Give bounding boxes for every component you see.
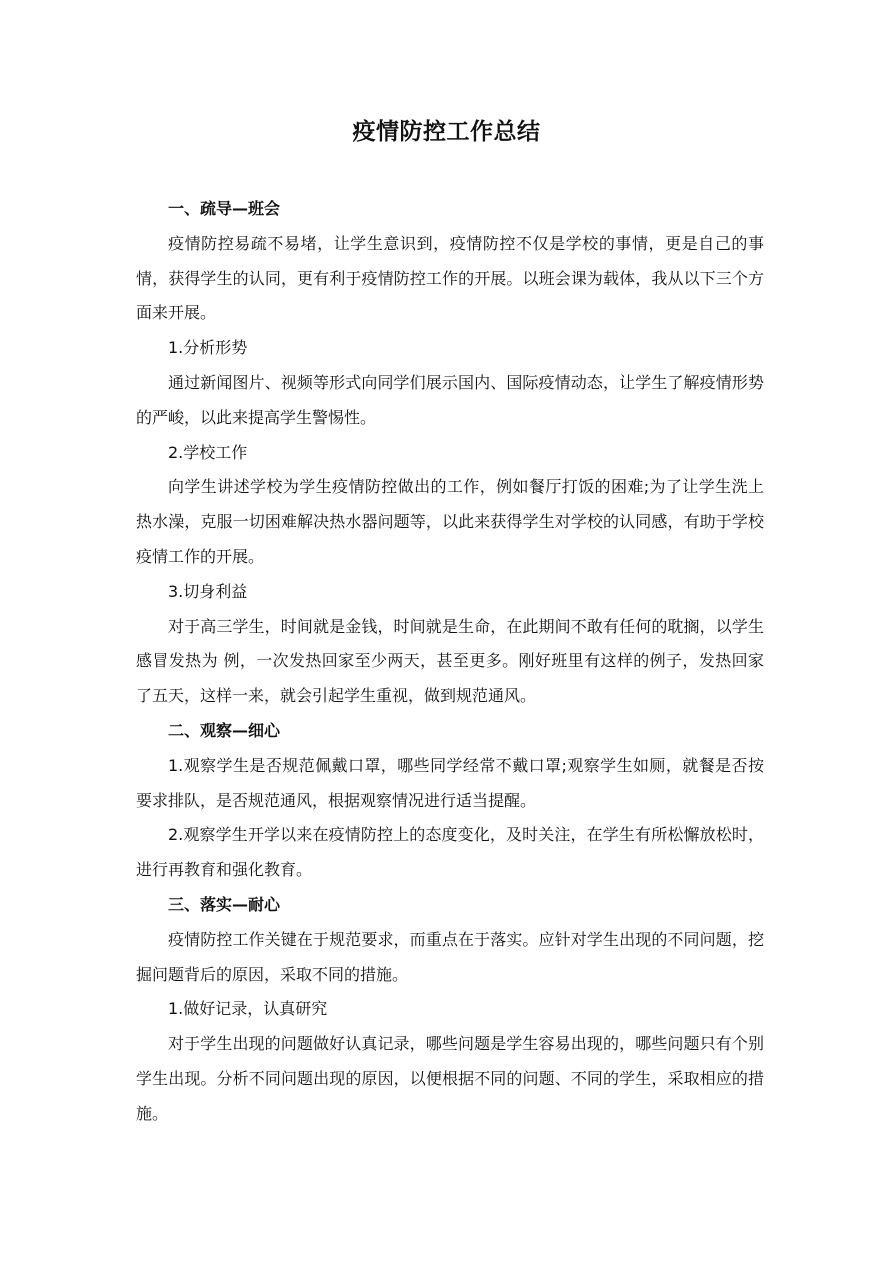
paragraph: 对于学生出现的问题做好认真记录，哪些问题是学生容易出现的，哪些问题只有个别学生出现。分析不同问题出现的原因，以便根据不同的问题、不同的学生，采取相应的措施。	[136, 1034, 764, 1123]
paragraph: 疫情防控易疏不易堵，让学生意识到，疫情防控不仅是学校的事情，更是自己的事情，获得学生的认同，更有利于疫情防控工作的开展。以班会课为载体，我从以下三个方面来开展。	[136, 233, 764, 323]
section-heading: 三、落实—耐心	[168, 894, 281, 914]
paragraph: 1.观察学生是否规范佩戴口罩，哪些同学经常不戴口罩;观察学生如厕，就餐是否按要求排队，是否规范通风，根据观察情况进行适当提醒。	[136, 755, 764, 810]
paragraph: 通过新闻图片、视频等形式向同学们展示国内、国际疫情动态，让学生了解疫情形势的严峻，以此来提高学生警惕性。	[136, 372, 764, 427]
document-body	[136, 192, 764, 1132]
section-heading: 二、观察—细心	[168, 720, 281, 740]
paragraph: 对于高三学生，时间就是金钱，时间就是生命，在此期间不敢有任何的耽搁，以学生感冒发热为 例，一次发热回家至少两天，甚至更多。刚好班里有这样的例子，发热回家了五天，这样一来，就会引起学生重视，做到规范通风。	[136, 616, 764, 706]
subheading: 2.学校工作	[168, 442, 248, 462]
section-heading: 一、疏导—班会	[168, 199, 281, 218]
document-title: 疫情防控工作总结	[352, 119, 541, 145]
subheading: 1.做好记录，认真研究	[168, 999, 328, 1019]
subheading: 3.切身利益	[168, 581, 248, 601]
paragraph: 2.观察学生开学以来在疫情防控上的态度变化，及时关注，在学生有所松懈放松时，进行再教育和强化教育。	[136, 825, 764, 880]
subheading: 1.分析形势	[168, 338, 248, 358]
paragraph: 向学生讲述学校为学生疫情防控做出的工作，例如餐厅打饭的困难;为了让学生洗上热水澡，克服一切困难解决热水器问题等，以此来获得学生对学校的认同感，有助于学校疫情工作的开展。	[136, 477, 764, 566]
paragraph: 疫情防控工作关键在于规范要求，而重点在于落实。应针对学生出现的不同问题，挖掘问题背后的原因，采取不同的措施。	[136, 929, 764, 984]
